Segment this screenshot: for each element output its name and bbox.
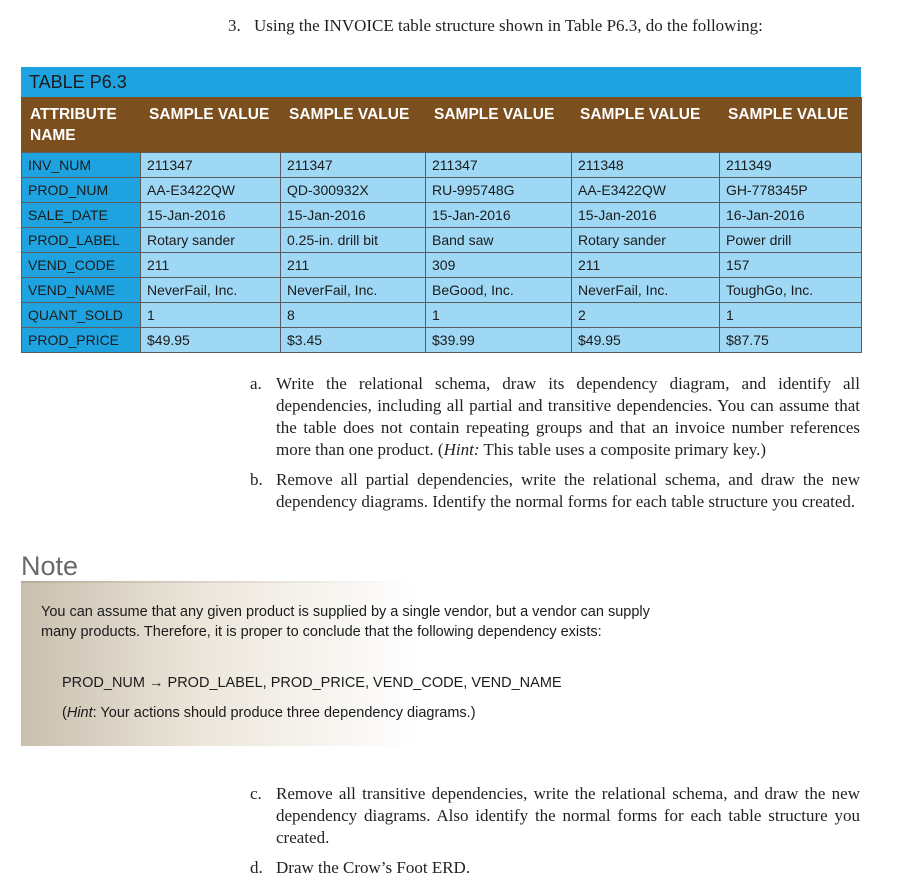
part-text: [276, 373, 860, 461]
sample-value-cell: 211349: [720, 153, 862, 178]
note-body: You can assume that any given product is supplied by a single vendor, but a vendor can supply many products. Therefore, it is proper to conclude that the following dependency exists:: [41, 604, 650, 640]
sample-value-cell: 15-Jan-2016: [281, 203, 426, 228]
question-parts-cd: [250, 783, 860, 887]
attribute-name-cell: QUANT_SOLD: [22, 303, 141, 328]
part-b: [250, 469, 860, 513]
part-c: [250, 783, 860, 849]
part-a-text: Write the relational schema, draw its dependency diagram, and identify all dependencies, including all partial and transitive dependencies. You can assume that the table does not contain repeating groups and that an invoice number references more than one product. (: [276, 374, 860, 459]
note-dependency: PROD_NUM → PROD_LABEL, PROD_PRICE, VEND_CODE, VEND_NAME: [62, 675, 562, 691]
sample-value-cell: Band saw: [426, 228, 572, 253]
note-hint-text: : Your actions should produce three dependency diagrams.): [92, 705, 476, 721]
sample-value-cell: 309: [426, 253, 572, 278]
sample-value-cell: 16-Jan-2016: [720, 203, 862, 228]
note-hint-label: Hint: [66, 705, 93, 721]
sample-value-cell: $39.99: [426, 328, 572, 353]
part-label: c.: [250, 784, 262, 803]
note-box: [21, 583, 741, 746]
sample-value-cell: 211348: [572, 153, 720, 178]
header-sample-value: SAMPLE VALUE: [426, 97, 572, 153]
table-row: [22, 203, 862, 228]
sample-value-cell: 211347: [426, 153, 572, 178]
part-label: a.: [250, 374, 262, 393]
note-title: Note: [21, 551, 79, 581]
sample-value-cell: 15-Jan-2016: [572, 203, 720, 228]
sample-value-cell: AA-E3422QW: [572, 178, 720, 203]
header-sample-value: SAMPLE VALUE: [720, 97, 862, 153]
part-a: [250, 373, 860, 461]
question-intro: [228, 14, 868, 38]
attribute-name-cell: SALE_DATE: [22, 203, 141, 228]
part-text: Remove all transitive dependencies, write the relational schema, and draw the new dependency diagrams. Also identify the normal forms for each table structure you created.: [276, 784, 860, 847]
invoice-table: [21, 97, 862, 353]
table-header-row: [22, 97, 862, 153]
attribute-name-cell: INV_NUM: [22, 153, 141, 178]
part-d: [250, 857, 860, 879]
sample-value-cell: 1: [426, 303, 572, 328]
sample-value-cell: 15-Jan-2016: [426, 203, 572, 228]
sample-value-cell: 2: [572, 303, 720, 328]
hint-label: Hint:: [443, 440, 480, 459]
table-row: [22, 303, 862, 328]
sample-value-cell: $49.95: [572, 328, 720, 353]
sample-value-cell: 1: [720, 303, 862, 328]
sample-value-cell: ToughGo, Inc.: [720, 278, 862, 303]
sample-value-cell: RU-995748G: [426, 178, 572, 203]
header-attribute-name: ATTRIBUTE NAME: [22, 97, 141, 153]
table-body: [22, 153, 862, 353]
sample-value-cell: Rotary sander: [572, 228, 720, 253]
part-label: b.: [250, 470, 263, 489]
sample-value-cell: 15-Jan-2016: [141, 203, 281, 228]
sample-value-cell: 211347: [281, 153, 426, 178]
header-sample-value: SAMPLE VALUE: [281, 97, 426, 153]
table-row: [22, 178, 862, 203]
sample-value-cell: NeverFail, Inc.: [281, 278, 426, 303]
table-row: [22, 253, 862, 278]
sample-value-cell: NeverFail, Inc.: [141, 278, 281, 303]
sample-value-cell: $87.75: [720, 328, 862, 353]
sample-value-cell: BeGood, Inc.: [426, 278, 572, 303]
attribute-name-cell: VEND_NAME: [22, 278, 141, 303]
sample-value-cell: 211: [141, 253, 281, 278]
part-a-hint-text: This table uses a composite primary key.): [479, 440, 767, 459]
sample-value-cell: 0.25-in. drill bit: [281, 228, 426, 253]
sample-value-cell: 8: [281, 303, 426, 328]
sample-value-cell: Rotary sander: [141, 228, 281, 253]
part-text: Draw the Crow’s Foot ERD.: [276, 858, 471, 877]
sample-value-cell: NeverFail, Inc.: [572, 278, 720, 303]
question-number: 3.: [228, 16, 241, 35]
sample-value-cell: 1: [141, 303, 281, 328]
table-caption: TABLE P6.3: [21, 67, 861, 97]
sample-value-cell: Power drill: [720, 228, 862, 253]
attribute-name-cell: VEND_CODE: [22, 253, 141, 278]
header-sample-value: SAMPLE VALUE: [572, 97, 720, 153]
note-hint: (Hint: Your actions should produce three dependency diagrams.): [62, 705, 476, 721]
sample-value-cell: 157: [720, 253, 862, 278]
question-text: Using the INVOICE table structure shown in Table P6.3, do the following:: [254, 16, 763, 35]
header-sample-value: SAMPLE VALUE: [141, 97, 281, 153]
question-parts-ab: [250, 373, 860, 521]
sample-value-cell: $3.45: [281, 328, 426, 353]
sample-value-cell: 211: [572, 253, 720, 278]
attribute-name-cell: PROD_PRICE: [22, 328, 141, 353]
sample-value-cell: QD-300932X: [281, 178, 426, 203]
sample-value-cell: 211347: [141, 153, 281, 178]
part-label: d.: [250, 858, 263, 877]
table-row: [22, 153, 862, 178]
table-row: [22, 228, 862, 253]
sample-value-cell: $49.95: [141, 328, 281, 353]
sample-value-cell: 211: [281, 253, 426, 278]
table-row: [22, 328, 862, 353]
part-text: Remove all partial dependencies, write the relational schema, and draw the new dependency diagrams. Identify the normal forms for each table structure you created.: [276, 470, 860, 511]
table-row: [22, 278, 862, 303]
attribute-name-cell: PROD_NUM: [22, 178, 141, 203]
sample-value-cell: AA-E3422QW: [141, 178, 281, 203]
sample-value-cell: GH-778345P: [720, 178, 862, 203]
attribute-name-cell: PROD_LABEL: [22, 228, 141, 253]
invoice-table-block: [21, 67, 861, 353]
